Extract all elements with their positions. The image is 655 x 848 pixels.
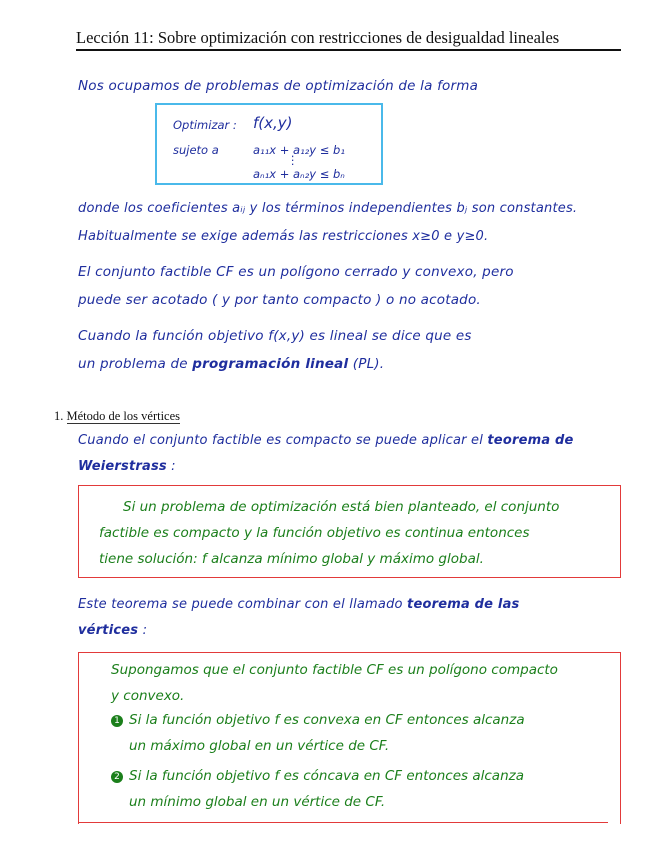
section-intro-pre: Cuando el conjunto factible es compacto se puede aplicar el [78,433,488,448]
intro-text: Nos ocupamos de problemas de optimización de la forma [78,78,479,94]
objective-function: f(x,y) [253,114,293,132]
weierstrass-line1: Si un problema de optimización está bien planteado, el conjunto [123,499,560,515]
vertices-item1-line2: un máximo global en un vértice de CF. [129,738,390,754]
vertices-line2: y convexo. [111,688,185,704]
vertices-theorem-box [78,652,621,824]
optimizar-label: Optimizar : [173,118,237,132]
para3-line1: Cuando la función objetivo f(x,y) es lineal se dice que es [78,328,472,344]
circled-number-2: 2 [111,771,123,783]
para1-line2: Habitualmente se exige además las restricciones x≥0 e y≥0. [78,229,489,244]
constraint-1: a₁₁x + a₁₂y ≤ b₁ [253,143,345,157]
combine-pre: Este teorema se puede combinar con el llamado [78,597,408,612]
page-title: Lección 11: Sobre optimización con restricciones de desigualdad lineales [76,28,621,51]
item1-text: Si la función objetivo f es convexa en CF entonces alcanza [129,712,525,728]
constraint-n: aₙ₁x + aₙ₂y ≤ bₙ [253,167,345,181]
sujeto-label: sujeto a [173,143,219,157]
combine-line1 [78,597,519,612]
section-number: 1. [54,409,64,423]
section-intro-line1 [78,433,574,448]
weierstrass-term-1: teorema de [487,433,574,448]
vertices-item1-line1 [111,712,525,728]
para1-line1: donde los coeficientes aᵢⱼ y los términos independientes bⱼ son constantes. [78,201,578,216]
formula-box [155,103,383,185]
vertices-line1: Supongamos que el conjunto factible CF es un polígono compacto [111,662,558,678]
para3-post: (PL). [348,356,385,372]
vertices-term-1: teorema de las [407,597,520,612]
section-title: Método de los vértices [66,409,181,423]
combine-line2 [78,623,147,638]
weierstrass-term-2: Weierstrass [78,459,167,474]
section-heading [54,409,180,424]
vertices-box-bottom-line [78,822,608,823]
vertices-item2-line2: un mínimo global en un vértice de CF. [129,794,386,810]
combine-post: : [138,623,148,638]
weierstrass-line2: factible es compacto y la función objetivo es continua entonces [99,525,530,541]
pl-term: programación lineal [192,356,349,372]
item2-text: Si la función objetivo f es cóncava en CF entonces alcanza [129,768,524,784]
para3-line2 [78,356,384,372]
para2-line1: El conjunto factible CF es un polígono cerrado y convexo, pero [78,264,514,280]
section-intro-post: : [166,459,176,474]
vertices-term-2: vértices [78,623,139,638]
weierstrass-theorem-box [78,485,621,578]
constraint-dots: ⋮ [287,153,299,167]
vertices-item2-line1 [111,768,524,784]
section-intro-line2 [78,459,176,474]
circled-number-1: 1 [111,715,123,727]
para2-line2: puede ser acotado ( y por tanto compacto ) o no acotado. [78,292,481,308]
para3-pre: un problema de [78,356,193,372]
weierstrass-line3: tiene solución: f alcanza mínimo global y máximo global. [99,551,484,567]
